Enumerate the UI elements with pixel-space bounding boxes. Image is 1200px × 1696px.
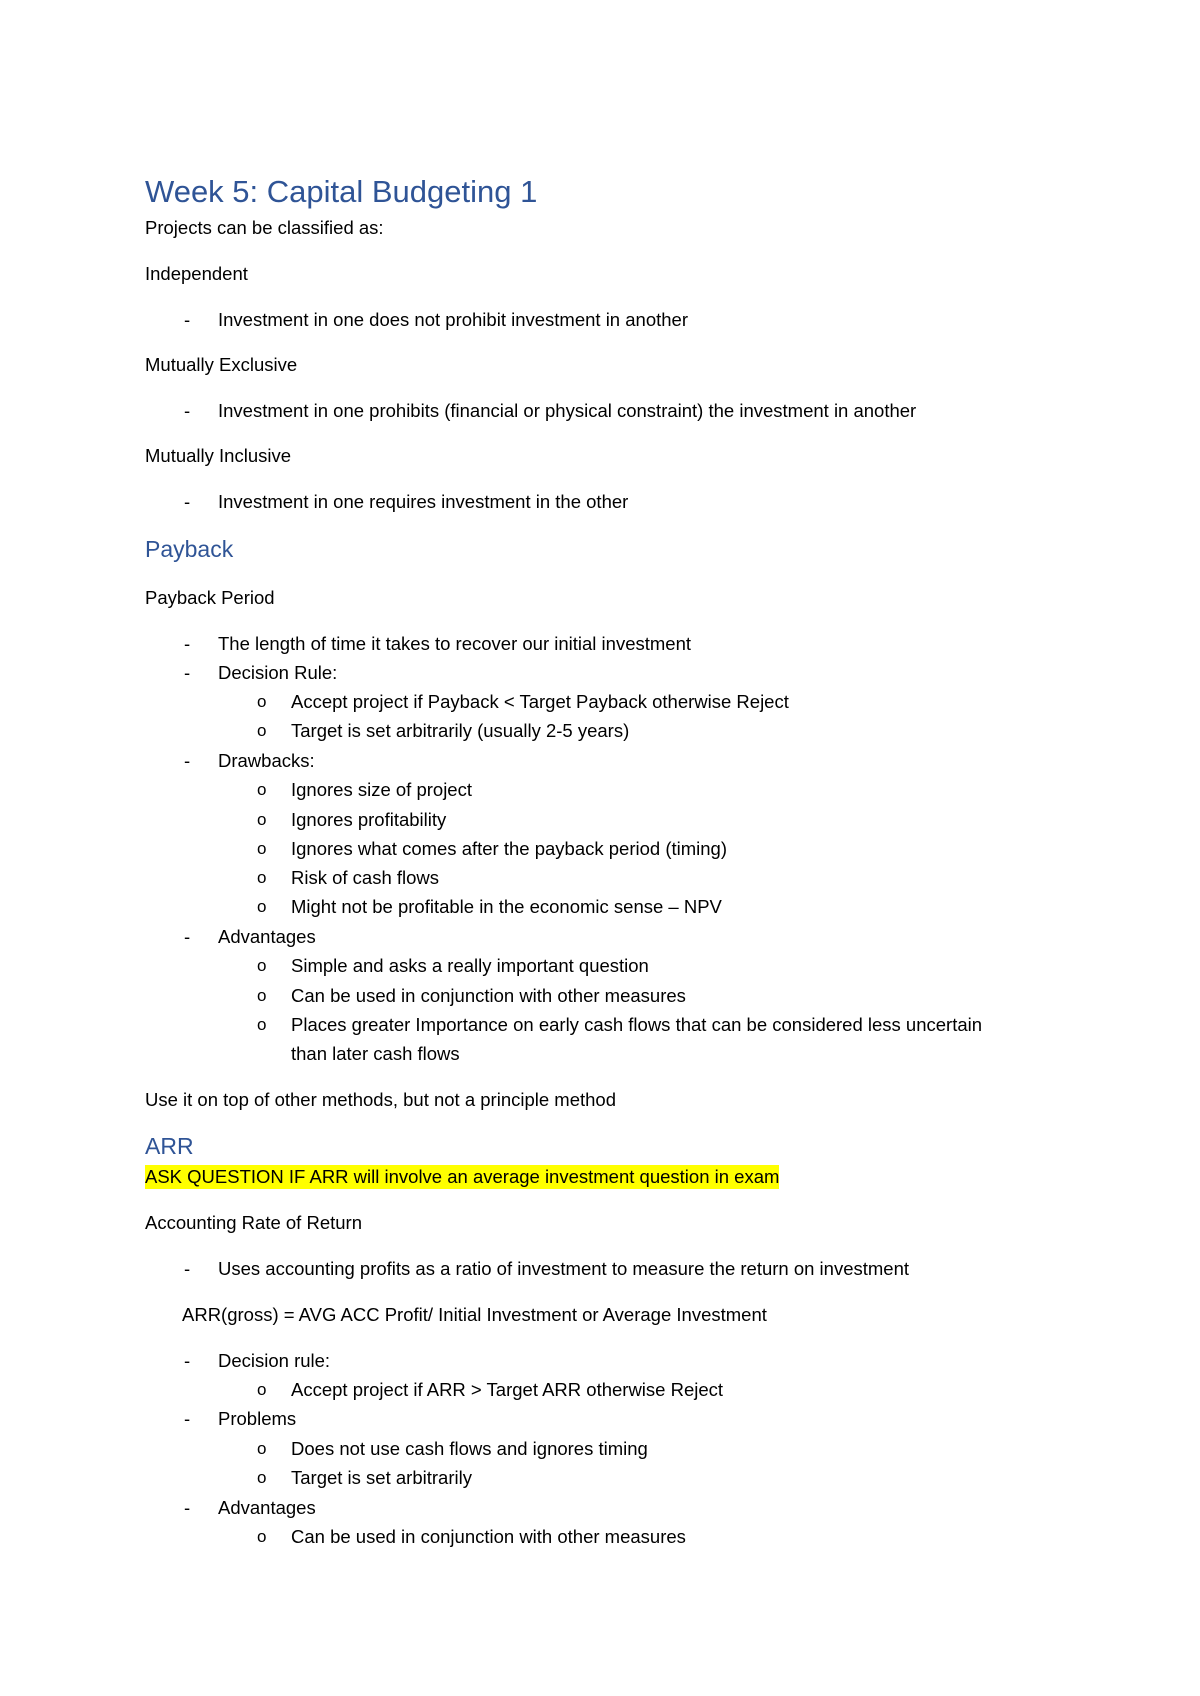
list-item: Target is set arbitrarily	[291, 1467, 472, 1488]
list-item: Accept project if ARR > Target ARR otherwise Reject	[291, 1379, 724, 1400]
dash-marker: -	[184, 1258, 191, 1279]
dash-marker: -	[184, 491, 191, 512]
dash-marker: -	[184, 400, 191, 421]
list-item: Advantages	[218, 1497, 316, 1518]
list-item: Ignores what comes after the payback period (timing)	[291, 838, 727, 859]
list-item: Investment in one does not prohibit investment in another	[218, 309, 688, 330]
bullet-marker: o	[257, 1015, 267, 1034]
list-item: Advantages	[218, 926, 316, 947]
list-item: Target is set arbitrarily (usually 2-5 years)	[291, 720, 630, 741]
payback-period-label: Payback Period	[145, 587, 275, 608]
bullet-marker: o	[257, 839, 267, 858]
dash-marker: -	[184, 1350, 191, 1371]
list-item: Risk of cash flows	[291, 867, 440, 888]
bullet-marker: o	[257, 721, 267, 740]
mutually-inclusive-heading: Mutually Inclusive	[145, 445, 292, 466]
highlighted-note: ASK QUESTION IF ARR will involve an average investment question in exam	[145, 1166, 780, 1187]
bullet-marker: o	[257, 1527, 267, 1546]
list-item: The length of time it takes to recover our initial investment	[218, 633, 691, 654]
list-item: Can be used in conjunction with other measures	[291, 1526, 686, 1547]
bullet-marker: o	[257, 868, 267, 887]
bullet-marker: o	[257, 1468, 267, 1487]
dash-marker: -	[184, 633, 191, 654]
bullet-marker: o	[257, 780, 267, 799]
arr-heading: ARR	[145, 1133, 194, 1159]
page-title: Week 5: Capital Budgeting 1	[145, 174, 538, 209]
list-item: Investment in one prohibits (financial or physical constraint) the investment in another	[218, 400, 917, 421]
dash-marker: -	[184, 750, 191, 771]
mutually-exclusive-heading: Mutually Exclusive	[145, 354, 298, 375]
dash-marker: -	[184, 1408, 191, 1429]
bullet-marker: o	[257, 956, 267, 975]
list-item: Accept project if Payback < Target Payback otherwise Reject	[291, 691, 789, 712]
list-item: Ignores size of project	[291, 779, 472, 800]
list-item-continuation: than later cash flows	[291, 1043, 460, 1064]
list-item: Places greater Importance on early cash flows that can be considered less uncertain	[291, 1014, 983, 1035]
dash-marker: -	[184, 926, 191, 947]
bullet-marker: o	[257, 692, 267, 711]
bullet-marker: o	[257, 810, 267, 829]
list-item: Uses accounting profits as a ratio of investment to measure the return on investment	[218, 1258, 910, 1279]
intro-text: Projects can be classified as:	[145, 217, 384, 238]
bullet-marker: o	[257, 1439, 267, 1458]
list-item: Problems	[218, 1408, 297, 1429]
independent-heading: Independent	[145, 263, 248, 284]
list-item: Decision rule:	[218, 1350, 331, 1371]
list-item: Does not use cash flows and ignores timing	[291, 1438, 648, 1459]
dash-marker: -	[184, 309, 191, 330]
list-item: Investment in one requires investment in the other	[218, 491, 629, 512]
dash-marker: -	[184, 1497, 191, 1518]
payback-heading: Payback	[145, 536, 234, 562]
bullet-marker: o	[257, 897, 267, 916]
payback-summary: Use it on top of other methods, but not a principle method	[145, 1089, 617, 1110]
list-item: Decision Rule:	[218, 662, 338, 683]
bullet-marker: o	[257, 1380, 267, 1399]
list-item: Simple and asks a really important question	[291, 955, 649, 976]
list-item: Ignores profitability	[291, 809, 447, 830]
list-item: Can be used in conjunction with other measures	[291, 985, 686, 1006]
bullet-marker: o	[257, 986, 267, 1005]
arr-formula: ARR(gross) = AVG ACC Profit/ Initial Investment or Average Investment	[182, 1304, 767, 1325]
list-item: Drawbacks:	[218, 750, 315, 771]
dash-marker: -	[184, 662, 191, 683]
arr-subheading: Accounting Rate of Return	[145, 1212, 362, 1233]
list-item: Might not be profitable in the economic sense – NPV	[291, 896, 722, 917]
